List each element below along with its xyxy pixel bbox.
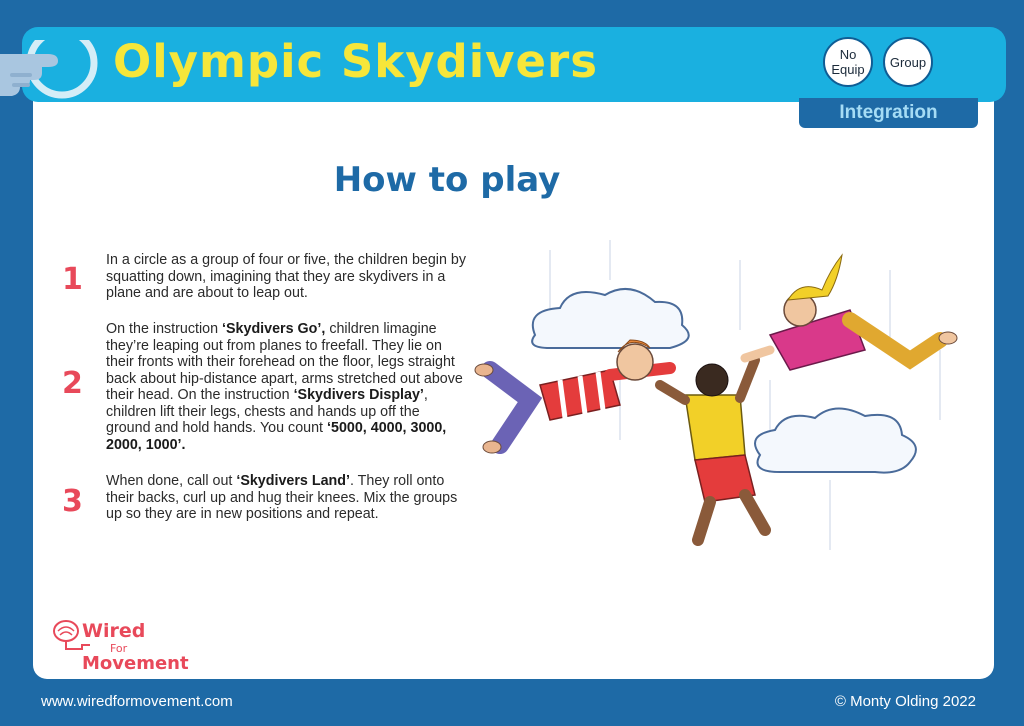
logo-word-wired: Wired — [82, 620, 146, 642]
step-text-2 — [106, 321, 466, 453]
step-number-2: 2 — [62, 366, 83, 401]
step-2-instruction-go: ‘Skydivers Go’, — [222, 321, 326, 337]
section-heading: How to play — [333, 160, 561, 200]
step-2-text-c: , children lift their legs, chests and hands up off the ground and hold hands. You count — [106, 387, 428, 436]
skydiver-pink-shirt — [745, 255, 957, 370]
step-2-text-a: On the instruction — [106, 321, 223, 337]
step-2-count: ‘5000, 4000, 3000, 2000, 1000’. — [106, 420, 447, 453]
skydiver-red-striped — [475, 340, 670, 453]
step-3-text-b: . They roll onto their backs, curl up and hug their knees. Mix the groups up so they are in new positions and repeat. — [106, 473, 458, 522]
step-number-3: 3 — [62, 484, 83, 519]
category-tag: Integration — [799, 98, 978, 128]
group-badge: Group — [883, 37, 933, 87]
step-number-1: 1 — [62, 262, 83, 297]
step-3-instruction-land: ‘Skydivers Land’ — [236, 473, 350, 489]
step-1-text: In a circle as a group of four or five, the children begin by squatting down, imagining that they are skydivers in a plane and are about to leap out. — [106, 252, 467, 301]
cloud-left — [532, 289, 689, 348]
skydiver-yellow-shirt — [660, 360, 765, 540]
step-text-3 — [106, 473, 466, 523]
step-3-text-a: When done, call out — [106, 473, 237, 489]
step-text-1 — [106, 252, 466, 302]
skydivers-illustration — [470, 240, 980, 560]
section-heading-wrap — [0, 160, 1024, 200]
cloud-right — [755, 408, 916, 472]
footer-copyright: © Monty Olding 2022 — [834, 693, 976, 710]
pointing-hand-icon — [0, 40, 100, 102]
logo-word-movement: Movement — [82, 653, 189, 673]
step-2-text-b: children limagine they’re leaping out from planes to freefall. They lie on their fronts with their forehead on the floor, legs straight back about hip-distance apart, arms stretched out above their head. On the instruction — [106, 321, 463, 403]
page-title: Olympic Skydivers — [113, 35, 599, 88]
footer-website-link[interactable]: www.wiredformovement.com — [41, 693, 233, 710]
no-equip-badge: No Equip — [823, 37, 873, 87]
wired-for-movement-logo — [52, 617, 192, 673]
step-2-instruction-display: ‘Skydivers Display’ — [293, 387, 424, 403]
logo-word-for: For — [110, 642, 128, 655]
